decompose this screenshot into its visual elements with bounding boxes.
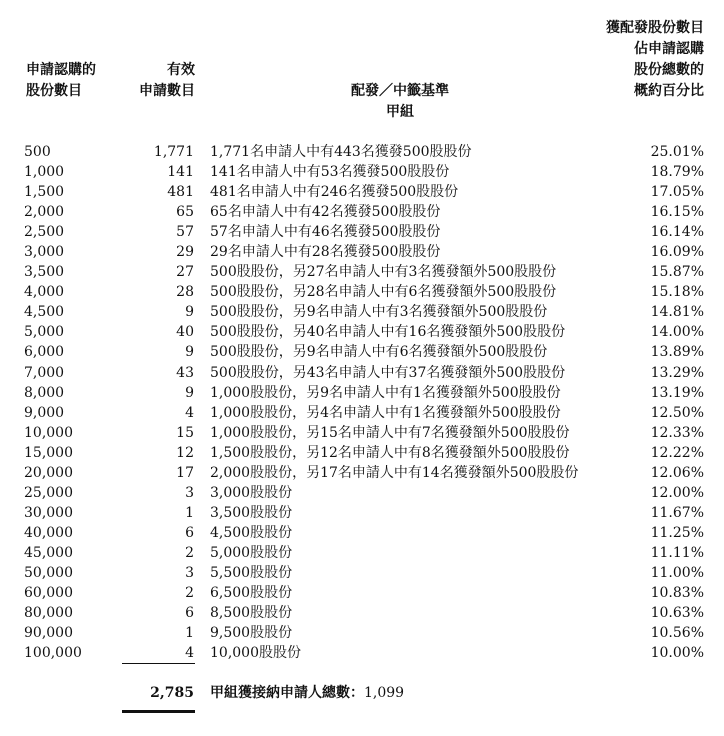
cell-shares: 20,000 xyxy=(24,464,73,481)
cell-shares: 9,000 xyxy=(24,404,65,421)
cell-basis: 500股股份，另43名申請人中有37名獲發額外500股股份 xyxy=(210,364,566,381)
cell-percentage: 11.11% xyxy=(650,544,704,561)
cell-basis: 6,500股股份 xyxy=(210,585,293,602)
total-accepted-applicants xyxy=(210,683,404,703)
header-basis-of-allocation: 配發／中籤基準 甲組 xyxy=(351,83,449,120)
cell-shares: 50,000 xyxy=(24,564,73,581)
table-row xyxy=(0,543,724,563)
table-row xyxy=(0,222,724,242)
cell-count: 1 xyxy=(185,504,194,521)
cell-percentage: 11.67% xyxy=(650,504,704,521)
table-row xyxy=(0,403,724,423)
table-row xyxy=(0,302,724,322)
table-row xyxy=(0,463,724,483)
cell-percentage: 16.15% xyxy=(650,204,704,221)
cell-shares: 30,000 xyxy=(24,504,73,521)
cell-count: 9 xyxy=(185,344,194,361)
cell-shares: 15,000 xyxy=(24,444,73,461)
cell-count: 6 xyxy=(185,605,194,622)
cell-percentage: 10.00% xyxy=(650,645,704,662)
cell-basis: 65名申請人中有42名獲發500股股份 xyxy=(210,204,441,221)
cell-shares: 2,000 xyxy=(24,204,65,221)
header-shares-applied: 申請認購的 股份數目 xyxy=(26,62,96,99)
cell-count: 29 xyxy=(176,244,194,261)
cell-basis: 500股股份，另27名申請人中有3名獲發額外500股股份 xyxy=(210,264,557,281)
cell-shares: 3,500 xyxy=(24,264,65,281)
cell-shares: 40,000 xyxy=(24,524,73,541)
cell-count: 2 xyxy=(185,544,194,561)
table-row xyxy=(0,563,724,583)
cell-count: 3 xyxy=(185,564,194,581)
total-accepted-value: 1,099 xyxy=(364,685,405,701)
table-row xyxy=(0,202,724,222)
cell-percentage: 12.06% xyxy=(650,464,704,481)
cell-shares: 2,500 xyxy=(24,224,65,241)
cell-basis: 8,500股股份 xyxy=(210,605,293,622)
cell-basis: 500股股份，另9名申請人中有6名獲發額外500股股份 xyxy=(210,344,548,361)
cell-shares: 10,000 xyxy=(24,424,73,441)
cell-count: 1 xyxy=(185,625,194,642)
cell-count: 57 xyxy=(176,224,194,241)
cell-shares: 7,000 xyxy=(24,364,65,381)
cell-shares: 1,500 xyxy=(24,184,65,201)
table-row xyxy=(0,483,724,503)
cell-percentage: 12.33% xyxy=(650,424,704,441)
table-row xyxy=(0,322,724,342)
table-row xyxy=(0,623,724,643)
table-row xyxy=(0,282,724,302)
table-row xyxy=(0,603,724,623)
cell-percentage: 11.25% xyxy=(650,524,704,541)
cell-basis: 5,500股股份 xyxy=(210,564,293,581)
cell-shares: 80,000 xyxy=(24,605,73,622)
table-row xyxy=(0,583,724,603)
cell-count: 9 xyxy=(185,384,194,401)
cell-percentage: 10.83% xyxy=(650,585,704,602)
cell-percentage: 13.19% xyxy=(650,384,704,401)
cell-basis: 4,500股股份 xyxy=(210,524,293,541)
cell-percentage: 13.89% xyxy=(650,344,704,361)
total-double-rule xyxy=(122,710,195,713)
table-row xyxy=(0,182,724,202)
table-row xyxy=(0,142,724,162)
cell-percentage: 14.00% xyxy=(650,324,704,341)
cell-count: 65 xyxy=(176,204,194,221)
cell-shares: 8,000 xyxy=(24,384,65,401)
cell-percentage: 12.00% xyxy=(650,484,704,501)
table-row xyxy=(0,523,724,543)
cell-percentage: 17.05% xyxy=(650,184,704,201)
cell-percentage: 13.29% xyxy=(650,364,704,381)
cell-basis: 1,500股股份，另12名申請人中有8名獲發額外500股股份 xyxy=(210,444,570,461)
subtotal-rule xyxy=(122,663,195,664)
cell-count: 4 xyxy=(185,645,194,662)
cell-percentage: 12.50% xyxy=(650,404,704,421)
cell-basis: 3,000股股份 xyxy=(210,484,293,501)
cell-percentage: 10.56% xyxy=(650,625,704,642)
cell-percentage: 16.09% xyxy=(650,244,704,261)
cell-shares: 4,500 xyxy=(24,304,65,321)
cell-basis: 1,000股股份，另15名申請人中有7名獲發額外500股股份 xyxy=(210,424,570,441)
cell-count: 141 xyxy=(167,164,194,181)
cell-count: 1,771 xyxy=(153,144,194,160)
cell-count: 17 xyxy=(176,464,194,481)
table-row xyxy=(0,503,724,523)
table-row xyxy=(0,443,724,463)
cell-basis: 1,000股股份，另4名申請人中有1名獲發額外500股股份 xyxy=(210,404,561,421)
header-valid-applications: 有效 申請數目 xyxy=(139,62,195,99)
cell-shares: 500 xyxy=(24,144,51,160)
cell-count: 43 xyxy=(176,364,194,381)
cell-count: 12 xyxy=(176,444,194,461)
cell-percentage: 12.22% xyxy=(650,444,704,461)
cell-basis: 500股股份，另9名申請人中有3名獲發額外500股股份 xyxy=(210,304,548,321)
cell-count: 15 xyxy=(176,424,194,441)
cell-shares: 6,000 xyxy=(24,344,65,361)
cell-basis: 2,000股股份，另17名申請人中有14名獲發額外500股股份 xyxy=(210,464,579,481)
header-approx-percentage: 獲配發股份數目 佔申請認購 股份總數的 概約百分比 xyxy=(606,20,704,99)
cell-percentage: 14.81% xyxy=(650,304,704,321)
cell-percentage: 18.79% xyxy=(650,164,704,181)
cell-basis: 481名申請人中有246名獲發500股股份 xyxy=(210,184,459,201)
cell-basis: 29名申請人中有28名獲發500股股份 xyxy=(210,244,441,261)
table-row xyxy=(0,363,724,383)
total-accepted-label: 甲組獲接納申請人總數： xyxy=(210,685,364,701)
table-row xyxy=(0,342,724,362)
cell-count: 2 xyxy=(185,585,194,602)
cell-count: 6 xyxy=(185,524,194,541)
cell-percentage: 25.01% xyxy=(650,144,704,160)
total-applications-count: 2,785 xyxy=(150,685,194,701)
table-row xyxy=(0,242,724,262)
cell-count: 481 xyxy=(167,184,194,201)
cell-basis: 3,500股股份 xyxy=(210,504,293,521)
cell-count: 4 xyxy=(185,404,194,421)
table-row xyxy=(0,643,724,663)
cell-count: 28 xyxy=(176,284,194,301)
cell-percentage: 15.87% xyxy=(650,264,704,281)
table-row xyxy=(0,262,724,282)
cell-shares: 1,000 xyxy=(24,164,65,181)
cell-count: 27 xyxy=(176,264,194,281)
table-row xyxy=(0,162,724,182)
cell-shares: 4,000 xyxy=(24,284,65,301)
cell-shares: 100,000 xyxy=(24,645,82,662)
allocation-table-body xyxy=(0,142,724,663)
cell-basis: 141名申請人中有53名獲發500股股份 xyxy=(210,164,450,181)
cell-basis: 1,771名申請人中有443名獲發500股股份 xyxy=(210,144,472,160)
cell-basis: 10,000股股份 xyxy=(210,645,301,662)
cell-percentage: 15.18% xyxy=(650,284,704,301)
cell-shares: 90,000 xyxy=(24,625,73,642)
table-row xyxy=(0,383,724,403)
cell-basis: 5,000股股份 xyxy=(210,544,293,561)
cell-shares: 45,000 xyxy=(24,544,73,561)
cell-basis: 500股股份，另40名申請人中有16名獲發額外500股股份 xyxy=(210,324,566,341)
cell-shares: 25,000 xyxy=(24,484,73,501)
table-row xyxy=(0,423,724,443)
cell-count: 40 xyxy=(176,324,194,341)
cell-count: 3 xyxy=(185,484,194,501)
cell-basis: 57名申請人中有46名獲發500股股份 xyxy=(210,224,441,241)
cell-shares: 5,000 xyxy=(24,324,65,341)
cell-percentage: 16.14% xyxy=(650,224,704,241)
cell-basis: 9,500股股份 xyxy=(210,625,293,642)
cell-percentage: 10.63% xyxy=(650,605,704,622)
cell-basis: 1,000股股份，另9名申請人中有1名獲發額外500股股份 xyxy=(210,384,561,401)
cell-shares: 60,000 xyxy=(24,585,73,602)
cell-basis: 500股股份，另28名申請人中有6名獲發額外500股股份 xyxy=(210,284,557,301)
cell-shares: 3,000 xyxy=(24,244,65,261)
cell-percentage: 11.00% xyxy=(650,564,704,581)
cell-count: 9 xyxy=(185,304,194,321)
